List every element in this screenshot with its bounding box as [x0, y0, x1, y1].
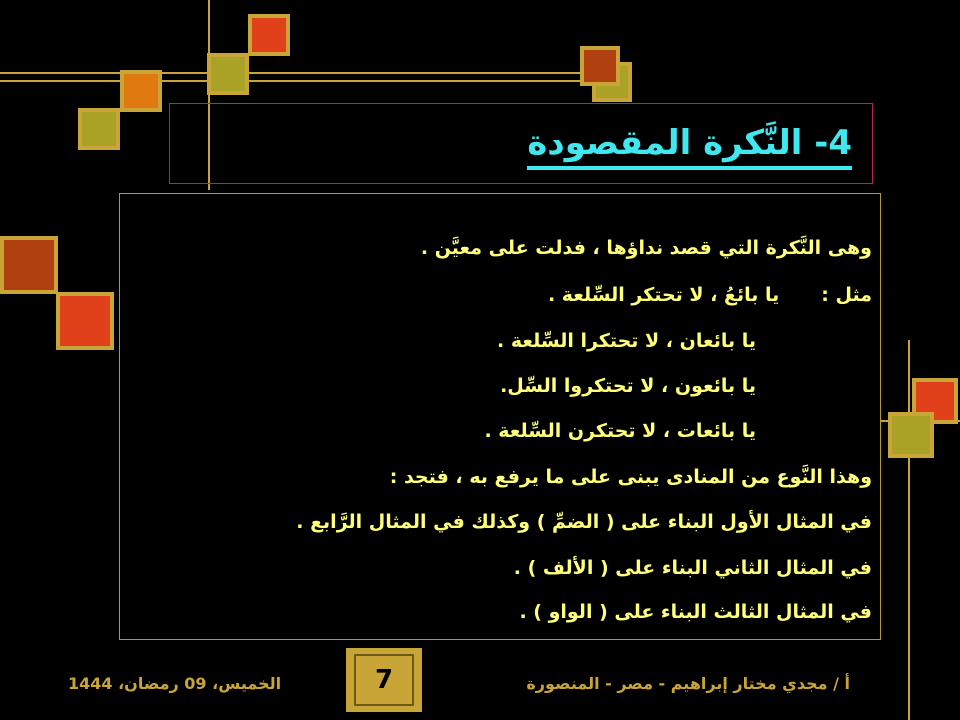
decor-line-vertical-right: [908, 340, 910, 720]
footer-date: الخميس، 09 رمضان، 1444: [68, 674, 282, 693]
decor-square: [0, 236, 58, 294]
decor-square: [580, 46, 620, 86]
example-2: يا بائعان ، لا تحتكرا السِّلعة .: [497, 330, 756, 352]
text-line-7: في المثال الأول البناء على ( الضمِّ ) وكذلك في المثال الرَّابع .: [296, 511, 872, 533]
decor-square: [120, 70, 162, 112]
decor-square: [78, 108, 120, 150]
decor-square: [56, 292, 114, 350]
example-label: مثل :: [821, 284, 872, 306]
text-line-6: وهذا النَّوع من المنادى يبنى على ما يرفع به ، فتجد :: [389, 466, 872, 488]
decor-line-top: [0, 72, 630, 74]
footer-author: أ / مجدي مختار إبراهيم - مصر - المنصورة: [526, 674, 850, 693]
text-line-2: [548, 283, 872, 307]
text-line-8: في المثال الثاني البناء على ( الألف ) .: [513, 557, 872, 579]
decor-square: [888, 412, 934, 458]
text-line-1: وهى النَّكرة التي قصد نداؤها ، فدلت على معيَّن .: [420, 237, 872, 259]
example-1: يا بائعُ ، لا تحتكر السِّلعة .: [547, 284, 780, 306]
text-line-9: في المثال الثالث البناء على ( الواو ) .: [519, 601, 872, 623]
decor-line-top-2: [0, 80, 630, 82]
example-4: يا بائعات ، لا تحتكرن السِّلعة .: [484, 420, 756, 442]
decor-square: [248, 14, 290, 56]
slide-number: 7: [354, 654, 414, 706]
example-3: يا بائعون ، لا تحتكروا السِّل.: [500, 375, 756, 397]
slide-title: 4- النَّكرة المقصودة: [527, 122, 852, 170]
decor-square: [207, 53, 249, 95]
